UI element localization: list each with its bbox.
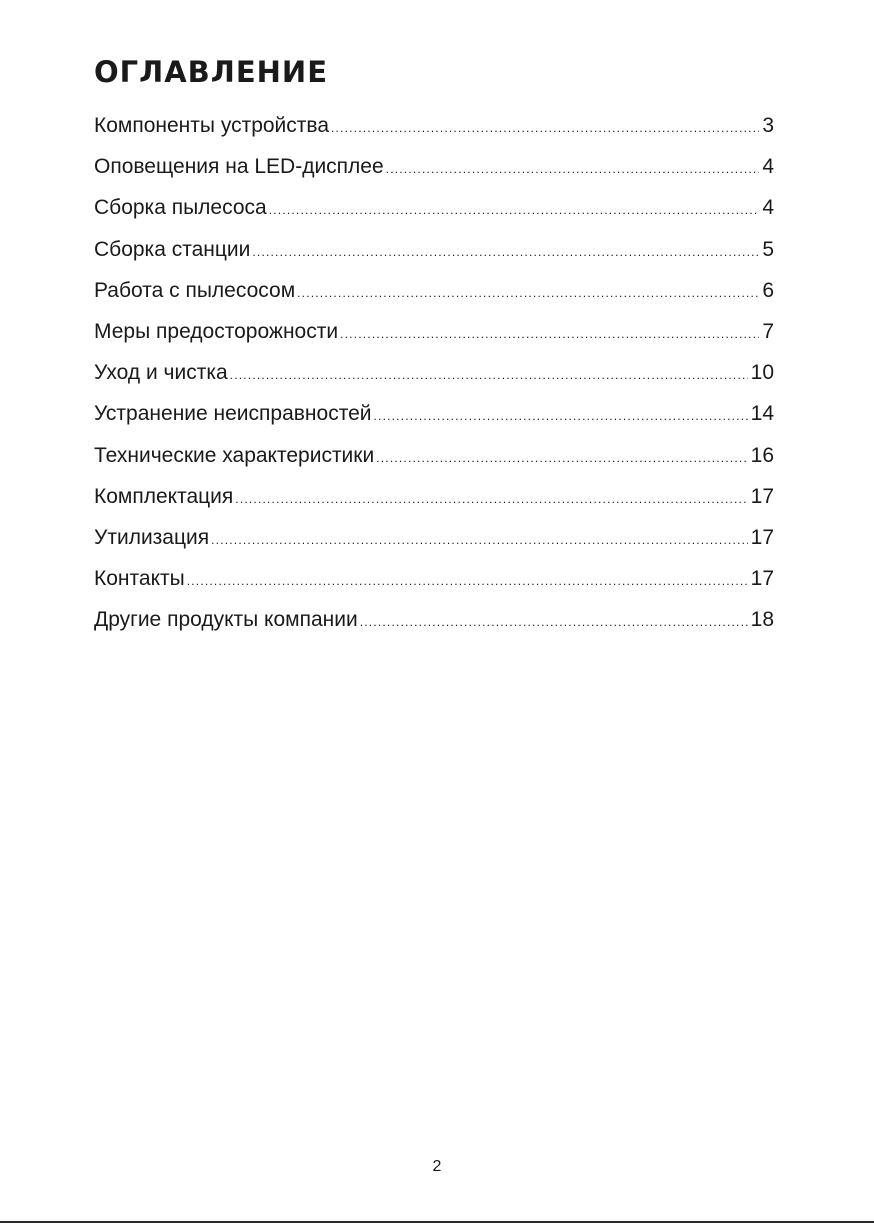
toc-entry[interactable] bbox=[94, 279, 774, 320]
toc-entry-page: 17 bbox=[750, 567, 774, 591]
page-title: ОГЛАВЛЕНИЕ bbox=[94, 55, 329, 89]
toc-entry-page: 7 bbox=[762, 319, 774, 343]
toc-entry-page: 18 bbox=[750, 608, 774, 632]
toc-dot-leader bbox=[340, 327, 759, 341]
toc-dot-leader bbox=[230, 368, 748, 382]
toc-entry[interactable] bbox=[94, 320, 774, 361]
toc-entry[interactable] bbox=[94, 608, 774, 649]
toc-entry-label: Комплектация bbox=[94, 484, 234, 508]
toc-dot-leader bbox=[360, 615, 748, 629]
toc-entry-label: Компоненты устройства bbox=[94, 114, 330, 137]
toc-entry[interactable] bbox=[94, 196, 774, 237]
bottom-divider bbox=[0, 1221, 874, 1223]
toc-entry-label: Оповещения на LED-дисплее bbox=[94, 155, 384, 179]
toc-entry-page: 14 bbox=[750, 402, 774, 426]
toc-entry-page: 17 bbox=[750, 525, 774, 549]
toc-dot-leader bbox=[386, 162, 760, 176]
toc-entry-label: Сборка станции bbox=[94, 237, 251, 261]
toc-entry-label: Контакты bbox=[94, 567, 185, 591]
toc-entry[interactable] bbox=[94, 238, 774, 279]
toc-entry-label: Работа с пылесосом bbox=[94, 278, 296, 302]
table-of-contents bbox=[94, 114, 774, 649]
toc-dot-leader bbox=[235, 492, 747, 506]
toc-dot-leader bbox=[297, 286, 759, 300]
toc-entry[interactable] bbox=[94, 567, 774, 608]
toc-dot-leader bbox=[211, 533, 748, 547]
toc-entry[interactable] bbox=[94, 402, 774, 443]
toc-entry[interactable] bbox=[94, 361, 774, 402]
toc-dot-leader bbox=[331, 121, 759, 135]
toc-entry-label: Другие продукты компании bbox=[94, 608, 358, 632]
toc-entry-page: 16 bbox=[750, 443, 774, 467]
toc-dot-leader bbox=[252, 245, 759, 259]
toc-entry-page: 10 bbox=[750, 361, 774, 385]
toc-entry-label: Сборка пылесоса bbox=[94, 196, 267, 220]
toc-entry-page: 4 bbox=[762, 155, 774, 179]
toc-entry[interactable] bbox=[94, 114, 774, 155]
toc-entry-page: 3 bbox=[762, 114, 774, 137]
toc-entry[interactable] bbox=[94, 526, 774, 567]
toc-dot-leader bbox=[376, 451, 747, 465]
toc-entry-label: Меры предосторожности bbox=[94, 319, 339, 343]
toc-dot-leader bbox=[187, 574, 748, 588]
toc-dot-leader bbox=[269, 203, 760, 217]
toc-entry-label: Уход и чистка bbox=[94, 361, 228, 385]
toc-entry-page: 4 bbox=[762, 196, 774, 220]
toc-entry-label: Технические характеристики bbox=[94, 443, 375, 467]
page-number: 2 bbox=[432, 1158, 442, 1175]
toc-entry[interactable] bbox=[94, 155, 774, 196]
toc-entry[interactable] bbox=[94, 485, 774, 526]
toc-dot-leader bbox=[374, 409, 748, 423]
toc-entry-label: Утилизация bbox=[94, 525, 210, 549]
toc-entry-page: 6 bbox=[762, 278, 774, 302]
toc-entry-page: 5 bbox=[762, 237, 774, 261]
toc-entry-page: 17 bbox=[750, 484, 774, 508]
toc-entry-label: Устранение неисправностей bbox=[94, 402, 372, 426]
toc-entry[interactable] bbox=[94, 444, 774, 485]
